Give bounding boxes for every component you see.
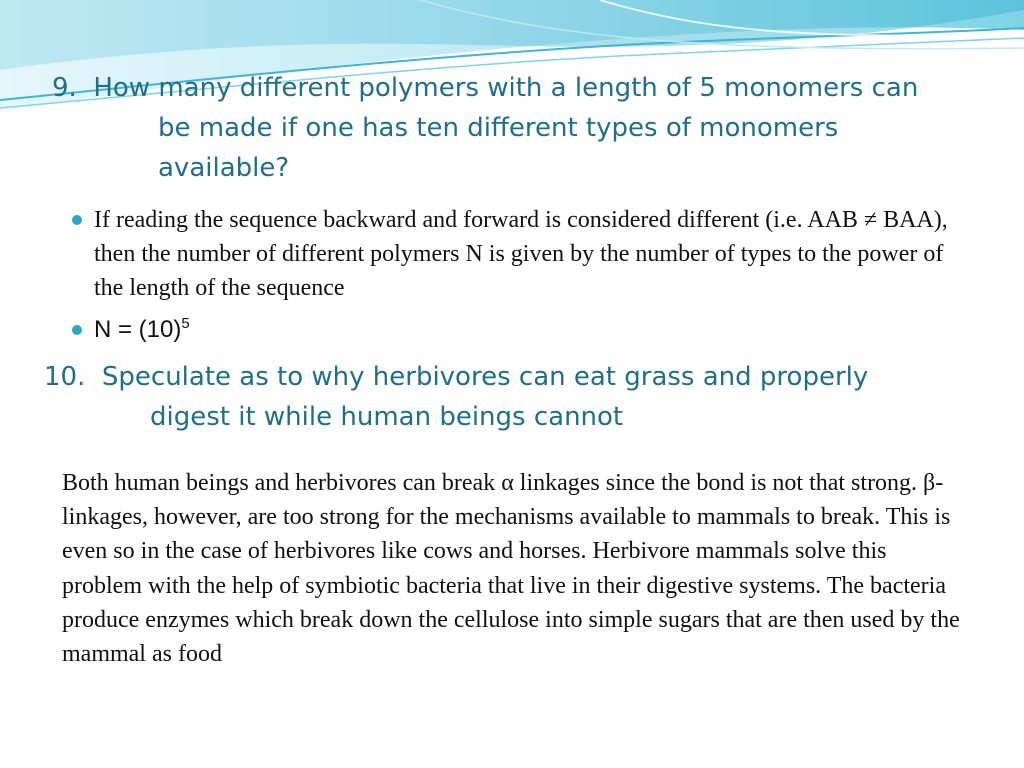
formula-exponent: 5	[181, 315, 190, 332]
question-9-number: 9.	[52, 73, 77, 103]
question-9-line1	[52, 68, 982, 108]
question-10-answer: Both human beings and herbivores can break α linkages since the bond is not that strong. β-linkages, however, are too strong for the mechanisms available to mammals to break. This is even so in the case of herbivores like cows and horses. Herbivore mammals solve this problem with the help of symbiotic bacteria that live in their digestive systems. The bacteria produce enzymes which break down the cellulose into simple sugars that are then used by the mammal as food	[62, 470, 960, 668]
bullet-dot-icon	[72, 325, 82, 335]
question-9-text-line2: be made if one has ten different types of monomers	[158, 113, 839, 143]
question-10-line1	[44, 357, 974, 397]
question-10-number: 10.	[44, 362, 86, 392]
question-9-bullets	[70, 203, 970, 347]
question-10-text-line2: digest it while human beings cannot	[150, 402, 624, 432]
question-9-text-line1: How many different polymers with a length of 5 monomers can	[93, 73, 919, 103]
question-9-text-line3: available?	[158, 153, 290, 183]
bullet-dot-icon	[72, 215, 82, 225]
bullet-text-explanation: If reading the sequence backward and forward is considered different (i.e. AAB ≠ BAA), then the number of different polymers N is given by the number of types to the power of the length of the sequence	[94, 207, 948, 301]
bullet-item-formula	[70, 313, 970, 347]
formula-base: N = (10)	[94, 316, 182, 343]
question-10-heading	[44, 357, 974, 437]
bullet-item-explanation	[70, 203, 970, 305]
question-9-heading	[52, 68, 982, 188]
question-10-text-line1: Speculate as to why herbivores can eat grass and properly	[101, 362, 869, 392]
